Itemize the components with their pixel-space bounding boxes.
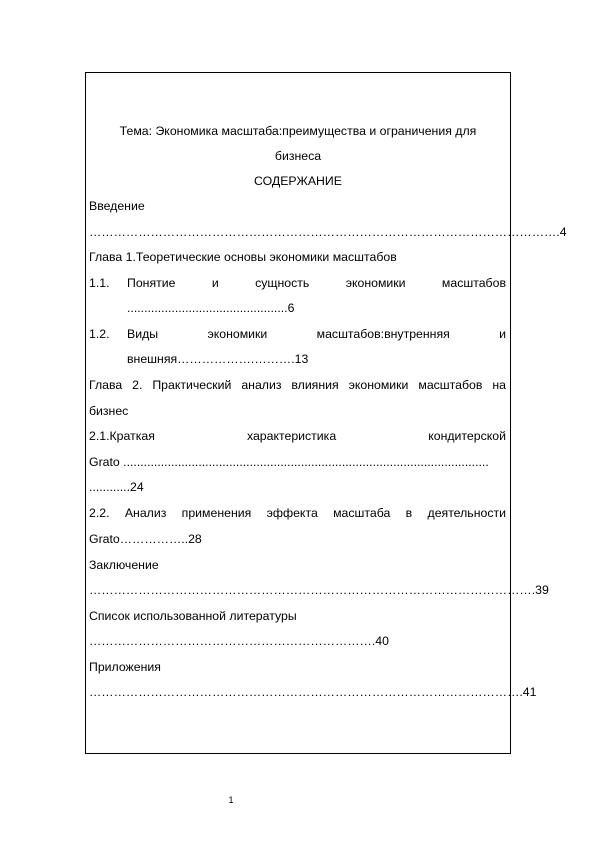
toc-2-1-page: ............24 (89, 480, 144, 494)
toc-word: и (499, 327, 506, 341)
toc-word: масштаба (333, 506, 391, 520)
toc-chapter2 (89, 377, 506, 393)
toc-word: масштабов:внутренняя (316, 327, 450, 341)
toc-1-1-dots: ...............................................6 (127, 301, 295, 315)
title-line-2: бизнеса (274, 149, 322, 163)
toc-appendix-label: Приложения (89, 660, 161, 674)
toc-1-2-title (127, 326, 506, 342)
toc-2-1-title (89, 428, 506, 444)
toc-word: Анализ (124, 506, 167, 520)
toc-word: деятельности (427, 506, 506, 520)
toc-word: Практический (152, 378, 232, 392)
toc-2-2-title (89, 505, 506, 521)
toc-1-2-dots: внешняя……………….……….13 (127, 352, 309, 366)
toc-word: сущность (255, 276, 310, 290)
toc-chapter2-line2: бизнес (89, 404, 129, 418)
toc-appendix-dots: …………………………………………………………………………………………….41 (89, 685, 537, 699)
toc-intro-dots: …………………………………………………………………………………………………….4 (89, 225, 567, 239)
toc-word: экономики (348, 378, 409, 392)
toc-word: на (492, 378, 506, 392)
toc-word: Глава (89, 378, 123, 392)
toc-chapter1: Глава 1.Теоретические основы экономики масштабов (89, 250, 397, 264)
toc-word: в (405, 506, 413, 520)
contents-heading: СОДЕРЖАНИЕ (254, 174, 342, 188)
title-line-1: Тема: Экономика масштаба:преимущества и ограничения для (119, 124, 477, 138)
toc-word: характеристика (246, 429, 337, 443)
toc-word: анализ (241, 378, 282, 392)
toc-word: влияния (291, 378, 339, 392)
toc-references-label: Список использованной литературы (89, 609, 297, 623)
toc-1-1-title (127, 275, 506, 291)
toc-word: 2. (132, 378, 143, 392)
toc-word: Понятие (127, 276, 176, 290)
toc-word: и (211, 276, 219, 290)
toc-2-1-dots: Grato ........................................................................................................... (89, 455, 489, 469)
toc-word: масштабов (441, 276, 506, 290)
toc-intro-label: Введение (89, 199, 145, 213)
toc-word: экономики (345, 276, 406, 290)
page-number: 1 (228, 795, 234, 805)
toc-word: кондитерской (428, 429, 506, 443)
toc-word: 2.2. (89, 506, 110, 520)
toc-conclusion-dots: ……………………………………………………………………………………………….39 (89, 583, 549, 597)
toc-references-dots: …………………………………………………………….40 (89, 634, 389, 648)
toc-1-1-number: 1.1. (89, 276, 110, 290)
toc-word: масштабов (418, 378, 483, 392)
toc-word: эффекта (266, 506, 318, 520)
toc-2-2-dots: Grato……………..28 (89, 532, 202, 546)
toc-conclusion-label: Заключение (89, 558, 159, 572)
toc-word: Виды (127, 327, 159, 341)
toc-word: экономики (207, 327, 268, 341)
toc-1-2-number: 1.2. (89, 327, 110, 341)
toc-word: 2.1.Краткая (89, 429, 155, 443)
toc-word: применения (181, 506, 252, 520)
